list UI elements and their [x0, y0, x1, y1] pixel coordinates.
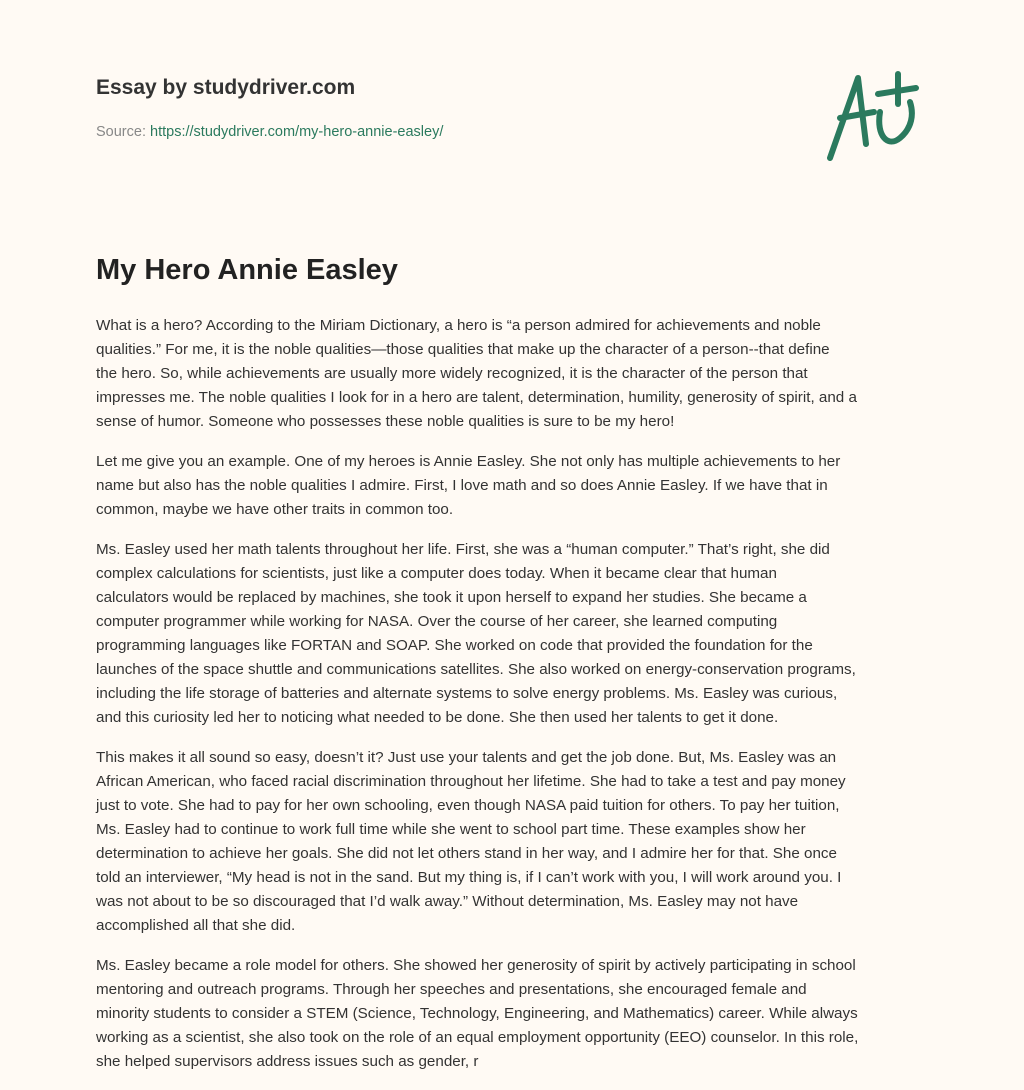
essay-paragraph — [96, 450, 946, 522]
paragraph-line: complex calculations for scientists, just like a computer does today. When it became clear that human — [96, 565, 777, 582]
paragraph-line: including the life storage of batteries and alternate systems to solve energy problems. Ms. Easley was curious, — [96, 685, 838, 702]
paragraph-line: Let me give you an example. One of my heroes is Annie Easley. She not only has multiple achievements to her — [96, 453, 841, 470]
paragraph-line: computer programmer while working for NASA. Over the course of her career, she learned computing — [96, 613, 778, 630]
paragraph-line: working as a scientist, she also took on the role of an equal employment opportunity (EEO) counselor. In this role, — [96, 1029, 859, 1046]
essay-paragraph — [96, 314, 946, 434]
source-label: Source: — [96, 124, 146, 140]
paragraph-line: launches of the space shuttle and communications satellites. She also worked on energy-conservation programs, — [96, 661, 856, 678]
essay-paragraph — [96, 746, 946, 938]
paragraph-line: she helped supervisors address issues such as gender, r — [96, 1053, 479, 1070]
site-brand: Essay by studydriver.com — [96, 76, 356, 99]
paragraph-line: sense of humor. Someone who possesses these noble qualities is sure to be my hero! — [96, 413, 675, 430]
paragraph-line: Ms. Easley had to continue to work full time while she went to school part time. These examples show her — [96, 821, 806, 838]
essay-body — [96, 314, 946, 1090]
paragraph-line: just to vote. She had to pay for her own schooling, even though NASA paid tuition for others. To pay her tuition, — [96, 797, 840, 814]
paragraph-line: determination to achieve her goals. She did not let others stand in her way, and I admire her for that. She once — [96, 845, 837, 862]
source-link[interactable]: https://studydriver.com/my-hero-annie-easley/ — [150, 124, 444, 140]
paragraph-line: impresses me. The noble qualities I look for in a hero are talent, determination, humility, generosity of spirit, and a — [96, 389, 857, 406]
paragraph-line: accomplished all that she did. — [96, 917, 296, 934]
paragraph-line: qualities.” For me, it is the noble qualities—those qualities that make up the character of a person--that define — [96, 341, 830, 358]
paragraph-line: calculators would be replaced by machines, she took it upon herself to expand her studies. She became a — [96, 589, 807, 606]
paragraph-line: the hero. So, while achievements are usually more widely recognized, it is the character of the person that — [96, 365, 808, 382]
source-line — [96, 124, 443, 140]
paragraph-line: minority students to consider a STEM (Science, Technology, Engineering, and Mathematics) career. While always — [96, 1005, 858, 1022]
paragraph-line: Ms. Easley used her math talents throughout her life. First, she was a “human computer.” That’s right, she did — [96, 541, 830, 558]
paragraph-line: programming languages like FORTAN and SOAP. She worked on code that provided the foundation for the — [96, 637, 813, 654]
paragraph-line: was not about to be so discouraged that I’d walk away.” Without determination, Ms. Easley may not have — [96, 893, 799, 910]
paragraph-line: This makes it all sound so easy, doesn’t it? Just use your talents and get the job done. But, Ms. Easley was an — [96, 749, 837, 766]
paragraph-line: told an interviewer, “My head is not in the sand. But my thing is, if I can’t work with you, I will work around you. I — [96, 869, 842, 886]
essay-paragraph — [96, 954, 946, 1074]
paragraph-line: mentoring and outreach programs. Through her speeches and presentations, she encouraged female and — [96, 981, 807, 998]
essay-paragraph — [96, 538, 946, 730]
a-plus-logo — [818, 66, 928, 166]
paragraph-line: Ms. Easley became a role model for others. She showed her generosity of spirit by actively participating in school — [96, 957, 856, 974]
paragraph-line: and this curiosity led her to noticing what needed to be done. She then used her talents to get it done. — [96, 709, 779, 726]
essay-title: My Hero Annie Easley — [96, 254, 398, 286]
paragraph-line: African American, who faced racial discrimination throughout her lifetime. She had to take a test and pay money — [96, 773, 846, 790]
paragraph-line: name but also has the noble qualities I admire. First, I love math and so does Annie Easley. If we have that in — [96, 477, 828, 494]
paragraph-line: common, maybe we have other traits in common too. — [96, 501, 454, 518]
paragraph-line: What is a hero? According to the Miriam Dictionary, a hero is “a person admired for achievements and noble — [96, 317, 821, 334]
